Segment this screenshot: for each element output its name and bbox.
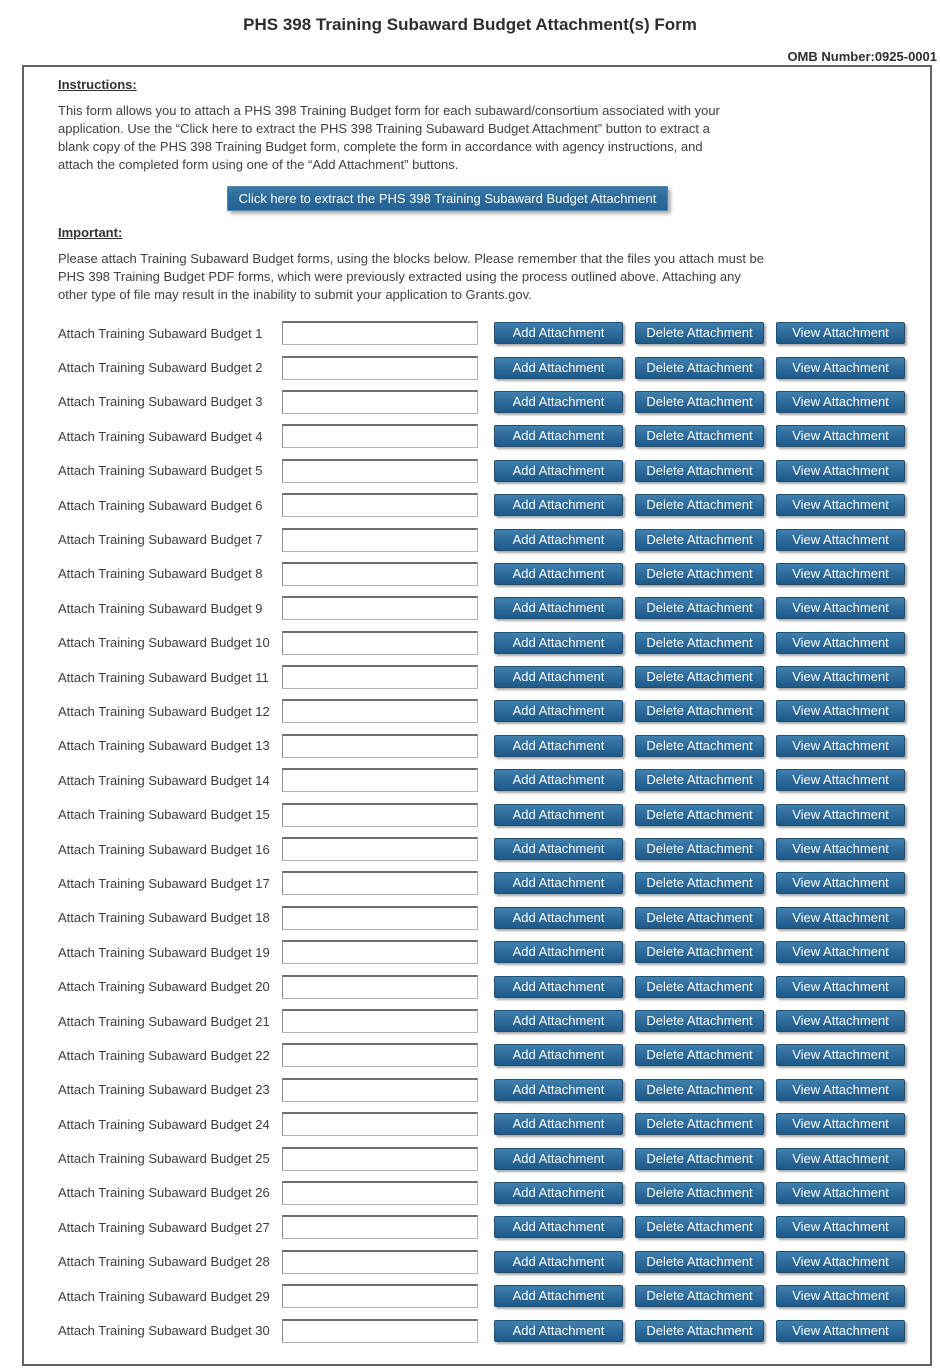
attachment-row-label: Attach Training Subaward Budget 8 [58,566,263,582]
add-attachment-button[interactable]: Add Attachment [494,1285,623,1307]
add-attachment-button[interactable]: Add Attachment [494,563,623,585]
view-attachment-button[interactable]: View Attachment [776,666,905,688]
delete-attachment-button[interactable]: Delete Attachment [635,357,764,379]
add-attachment-button[interactable]: Add Attachment [494,1010,623,1032]
add-attachment-button[interactable]: Add Attachment [494,1216,623,1238]
attachment-filename-input[interactable] [282,631,478,655]
attachment-row [58,763,930,797]
attachment-row-label: Attach Training Subaward Budget 26 [58,1185,270,1201]
attachment-filename-input[interactable] [282,665,478,689]
delete-attachment-button[interactable]: Delete Attachment [635,632,764,654]
attachment-row [58,1073,930,1107]
attachment-row-label: Attach Training Subaward Budget 20 [58,979,270,995]
delete-attachment-button[interactable]: Delete Attachment [635,1113,764,1135]
delete-attachment-button[interactable]: Delete Attachment [635,529,764,551]
view-attachment-button[interactable]: View Attachment [776,1148,905,1170]
instructions-text: This form allows you to attach a PHS 398 Training Budget form for each subaward/consortium associated with your application. Use the “Click here to extract the PHS 398 Training Subaward Budget Attachment” button to extract a blank copy of the PHS 398 Training Budget form, complete the form in accordance with agency instructions, and attach the completed form using one of the “Add Attachment” buttons. [58,103,720,172]
attachment-row [58,729,930,763]
attachment-filename-input[interactable] [282,1147,478,1171]
attachment-row [58,797,930,831]
attachment-filename-input[interactable] [282,837,478,861]
delete-attachment-button[interactable]: Delete Attachment [635,907,764,929]
attachment-row-label: Attach Training Subaward Budget 13 [58,738,270,754]
attachment-filename-input[interactable] [282,906,478,930]
attachment-filename-input[interactable] [282,562,478,586]
add-attachment-button[interactable]: Add Attachment [494,666,623,688]
page-title: PHS 398 Training Subaward Budget Attachment(s) Form [243,15,697,34]
attachment-row-label: Attach Training Subaward Budget 27 [58,1219,270,1235]
attachment-row-label: Attach Training Subaward Budget 19 [58,944,270,960]
attachment-filename-input[interactable] [282,975,478,999]
add-attachment-button[interactable]: Add Attachment [494,1182,623,1204]
add-attachment-button[interactable]: Add Attachment [494,1044,623,1066]
attachment-row [58,1004,930,1038]
extract-attachment-button[interactable]: Click here to extract the PHS 398 Training Subaward Budget Attachment [227,186,668,211]
attachment-filename-input[interactable] [282,1250,478,1274]
attachment-row-label: Attach Training Subaward Budget 22 [58,1047,270,1063]
attachment-row [58,832,930,866]
delete-attachment-button[interactable]: Delete Attachment [635,494,764,516]
attachment-row-label: Attach Training Subaward Budget 6 [58,497,263,513]
attachment-filename-input[interactable] [282,493,478,517]
attachment-row [58,557,930,591]
view-attachment-button[interactable]: View Attachment [776,907,905,929]
delete-attachment-button[interactable]: Delete Attachment [635,872,764,894]
view-attachment-button[interactable]: View Attachment [776,1251,905,1273]
attachment-filename-input[interactable] [282,940,478,964]
add-attachment-button[interactable]: Add Attachment [494,1251,623,1273]
add-attachment-button[interactable]: Add Attachment [494,838,623,860]
attachment-row-label: Attach Training Subaward Budget 14 [58,772,270,788]
attachment-row-label: Attach Training Subaward Budget 11 [58,669,269,685]
view-attachment-button[interactable]: View Attachment [776,1182,905,1204]
attachment-row [58,454,930,488]
delete-attachment-button[interactable]: Delete Attachment [635,1320,764,1342]
view-attachment-button[interactable]: View Attachment [776,322,905,344]
add-attachment-button[interactable]: Add Attachment [494,632,623,654]
add-attachment-button[interactable]: Add Attachment [494,700,623,722]
view-attachment-button[interactable]: View Attachment [776,769,905,791]
attachment-row-label: Attach Training Subaward Budget 29 [58,1288,270,1304]
form-container [22,65,932,1366]
add-attachment-button[interactable]: Add Attachment [494,976,623,998]
attachment-row [58,1210,930,1244]
attachment-row [58,385,930,419]
add-attachment-button[interactable]: Add Attachment [494,529,623,551]
delete-attachment-button[interactable]: Delete Attachment [635,700,764,722]
attachment-filename-input[interactable] [282,424,478,448]
view-attachment-button[interactable]: View Attachment [776,632,905,654]
delete-attachment-button[interactable]: Delete Attachment [635,460,764,482]
attachment-row [58,419,930,453]
attachment-row-label: Attach Training Subaward Budget 5 [58,463,263,479]
delete-attachment-button[interactable]: Delete Attachment [635,1182,764,1204]
attachment-row-label: Attach Training Subaward Budget 28 [58,1254,270,1270]
delete-attachment-button[interactable]: Delete Attachment [635,1285,764,1307]
delete-attachment-button[interactable]: Delete Attachment [635,1148,764,1170]
attachment-filename-input[interactable] [282,768,478,792]
add-attachment-button[interactable]: Add Attachment [494,425,623,447]
add-attachment-button[interactable]: Add Attachment [494,322,623,344]
delete-attachment-button[interactable]: Delete Attachment [635,941,764,963]
delete-attachment-button[interactable]: Delete Attachment [635,322,764,344]
attachment-row [58,866,930,900]
view-attachment-button[interactable]: View Attachment [776,1320,905,1342]
view-attachment-button[interactable]: View Attachment [776,872,905,894]
attachment-row [58,1313,930,1347]
attachment-row-label: Attach Training Subaward Budget 24 [58,1116,270,1132]
attachment-row [58,901,930,935]
add-attachment-button[interactable]: Add Attachment [494,357,623,379]
view-attachment-button[interactable]: View Attachment [776,1216,905,1238]
attachment-row [58,488,930,522]
attachment-row-label: Attach Training Subaward Budget 16 [58,841,270,857]
attachment-row [58,1245,930,1279]
delete-attachment-button[interactable]: Delete Attachment [635,838,764,860]
view-attachment-button[interactable]: View Attachment [776,494,905,516]
attachment-filename-input[interactable] [282,803,478,827]
attachment-row [58,969,930,1003]
delete-attachment-button[interactable]: Delete Attachment [635,804,764,826]
add-attachment-button[interactable]: Add Attachment [494,941,623,963]
add-attachment-button[interactable]: Add Attachment [494,391,623,413]
instructions-heading: Instructions: [58,77,137,92]
delete-attachment-button[interactable]: Delete Attachment [635,1251,764,1273]
delete-attachment-button[interactable]: Delete Attachment [635,391,764,413]
add-attachment-button[interactable]: Add Attachment [494,1320,623,1342]
attachment-row [58,350,930,384]
attachment-filename-input[interactable] [282,734,478,758]
attachment-row [58,694,930,728]
attachment-filename-input[interactable] [282,596,478,620]
attachment-row [58,591,930,625]
delete-attachment-button[interactable]: Delete Attachment [635,1010,764,1032]
attachment-row [58,316,930,350]
delete-attachment-button[interactable]: Delete Attachment [635,735,764,757]
view-attachment-button[interactable]: View Attachment [776,425,905,447]
add-attachment-button[interactable]: Add Attachment [494,872,623,894]
attachment-filename-input[interactable] [282,1009,478,1033]
attachment-rows [58,316,930,1348]
attachment-row [58,660,930,694]
view-attachment-button[interactable]: View Attachment [776,804,905,826]
attachment-filename-input[interactable] [282,699,478,723]
attachment-row-label: Attach Training Subaward Budget 7 [58,532,263,548]
attachment-row-label: Attach Training Subaward Budget 12 [58,703,270,719]
view-attachment-button[interactable]: View Attachment [776,563,905,585]
delete-attachment-button[interactable]: Delete Attachment [635,563,764,585]
attachment-row-label: Attach Training Subaward Budget 2 [58,360,263,376]
view-attachment-button[interactable]: View Attachment [776,460,905,482]
attachment-row [58,626,930,660]
attachment-row [58,1107,930,1141]
add-attachment-button[interactable]: Add Attachment [494,1113,623,1135]
attachment-filename-input[interactable] [282,459,478,483]
view-attachment-button[interactable]: View Attachment [776,838,905,860]
add-attachment-button[interactable]: Add Attachment [494,1148,623,1170]
view-attachment-button[interactable]: View Attachment [776,1079,905,1101]
delete-attachment-button[interactable]: Delete Attachment [635,597,764,619]
view-attachment-button[interactable]: View Attachment [776,529,905,551]
attachment-row [58,522,930,556]
attachment-row-label: Attach Training Subaward Budget 30 [58,1323,270,1339]
add-attachment-button[interactable]: Add Attachment [494,907,623,929]
attachment-row-label: Attach Training Subaward Budget 23 [58,1082,270,1098]
add-attachment-button[interactable]: Add Attachment [494,1079,623,1101]
attachment-row [58,1038,930,1072]
attachment-filename-input[interactable] [282,1043,478,1067]
add-attachment-button[interactable]: Add Attachment [494,735,623,757]
attachment-filename-input[interactable] [282,1284,478,1308]
add-attachment-button[interactable]: Add Attachment [494,597,623,619]
important-heading: Important: [58,225,123,240]
attachment-row-label: Attach Training Subaward Budget 4 [58,428,263,444]
attachment-row-label: Attach Training Subaward Budget 17 [58,875,270,891]
view-attachment-button[interactable]: View Attachment [776,391,905,413]
add-attachment-button[interactable]: Add Attachment [494,804,623,826]
attachment-row [58,1141,930,1175]
delete-attachment-button[interactable]: Delete Attachment [635,976,764,998]
important-text: Please attach Training Subaward Budget forms, using the blocks below. Please remember that the files you attach must be PHS 398 Training Budget PDF forms, which were previously extracted using the process outlined above. Attaching any other type of file may result in the inability to submit your application to Grants.gov. [58,251,764,302]
attachment-filename-input[interactable] [282,871,478,895]
view-attachment-button[interactable]: View Attachment [776,976,905,998]
attachment-row-label: Attach Training Subaward Budget 21 [58,1013,270,1029]
omb-number: OMB Number:0925-0001 [787,49,937,64]
attachment-filename-input[interactable] [282,1319,478,1343]
add-attachment-button[interactable]: Add Attachment [494,460,623,482]
attachment-filename-input[interactable] [282,1215,478,1239]
attachment-filename-input[interactable] [282,1112,478,1136]
attachment-row-label: Attach Training Subaward Budget 10 [58,635,270,651]
attachment-filename-input[interactable] [282,390,478,414]
attachment-row [58,1279,930,1313]
delete-attachment-button[interactable]: Delete Attachment [635,769,764,791]
view-attachment-button[interactable]: View Attachment [776,1285,905,1307]
delete-attachment-button[interactable]: Delete Attachment [635,425,764,447]
attachment-row [58,1176,930,1210]
attachment-filename-input[interactable] [282,1078,478,1102]
attachment-filename-input[interactable] [282,528,478,552]
attachment-filename-input[interactable] [282,321,478,345]
attachment-row-label: Attach Training Subaward Budget 18 [58,910,270,926]
add-attachment-button[interactable]: Add Attachment [494,494,623,516]
view-attachment-button[interactable]: View Attachment [776,1044,905,1066]
view-attachment-button[interactable]: View Attachment [776,1010,905,1032]
attachment-row-label: Attach Training Subaward Budget 15 [58,807,270,823]
attachment-filename-input[interactable] [282,356,478,380]
delete-attachment-button[interactable]: Delete Attachment [635,1044,764,1066]
attachment-row-label: Attach Training Subaward Budget 3 [58,394,263,410]
delete-attachment-button[interactable]: Delete Attachment [635,1079,764,1101]
view-attachment-button[interactable]: View Attachment [776,1113,905,1135]
view-attachment-button[interactable]: View Attachment [776,941,905,963]
view-attachment-button[interactable]: View Attachment [776,357,905,379]
delete-attachment-button[interactable]: Delete Attachment [635,666,764,688]
view-attachment-button[interactable]: View Attachment [776,735,905,757]
attachment-row-label: Attach Training Subaward Budget 9 [58,600,263,616]
view-attachment-button[interactable]: View Attachment [776,700,905,722]
add-attachment-button[interactable]: Add Attachment [494,769,623,791]
attachment-row-label: Attach Training Subaward Budget 1 [58,325,263,341]
attachment-filename-input[interactable] [282,1181,478,1205]
attachment-row [58,935,930,969]
view-attachment-button[interactable]: View Attachment [776,597,905,619]
delete-attachment-button[interactable]: Delete Attachment [635,1216,764,1238]
attachment-row-label: Attach Training Subaward Budget 25 [58,1151,270,1167]
